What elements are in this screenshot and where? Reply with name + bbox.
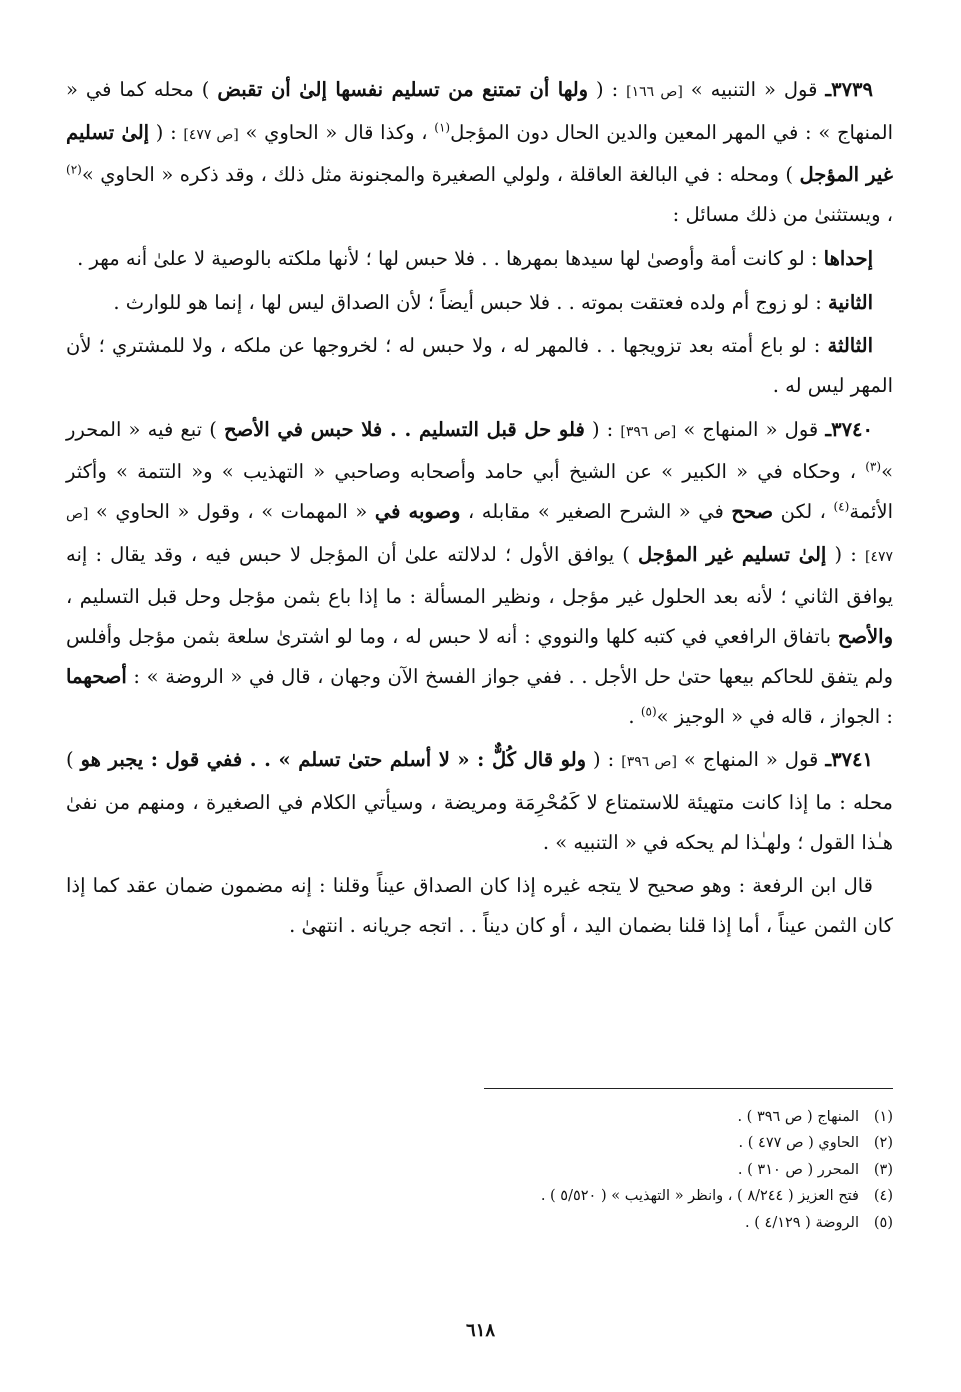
text-segment: باتفاق الرافعي في كتبه كلها والنووي : أنه لا حبس له ، وما لو اشترىٰ سلعة بثمن مؤجل وأفلس ولم يتفق للحاكم بيعها حتىٰ حل الأجل . . ففي جواز الفسخ الآن وجهان ، قال في « الروضة » : <box>66 625 893 688</box>
footnote-number: (٥) <box>873 1214 893 1231</box>
text-segment: . <box>628 704 641 728</box>
lead-word: الثالثة <box>827 334 873 358</box>
lead-word: الثانية <box>828 290 873 314</box>
text-segment: ) محله كما في « المنهاج » : في المهر المعين والدين الحال دون المؤجل <box>66 78 894 144</box>
footnote <box>300 1183 893 1209</box>
quoted-text: فلو حل قبل التسليم . . فلا حبس في الأصح <box>224 417 585 441</box>
text-segment: « المهمات » ، وقول « الحاوي » <box>88 500 375 524</box>
paragraph <box>66 283 893 323</box>
paragraph <box>66 740 893 862</box>
text-segment: قول « المنهاج » <box>676 417 826 441</box>
footnote <box>300 1210 893 1236</box>
text-segment: ، وكذا قال « الحاوي » <box>238 120 435 144</box>
text-segment: قول « المنهاج » <box>676 748 826 772</box>
footnote-number: (١) <box>873 1109 893 1125</box>
page-number: ٦١٨ <box>465 1320 495 1341</box>
text-segment: ، لكن <box>773 500 834 524</box>
text-segment: في « الشرح الصغير » مقابله ، <box>460 500 732 524</box>
quoted-text: ولو قال كُلٌّ : « لا أسلم حتىٰ تسلم » . . ففي قول : يجبر هو <box>80 748 587 772</box>
text-segment: ، وحكاه في « الكبير » عن الشيخ أبي حامد وأصحابه وصاحبي « التهذيب » و« التتمة » وأكثر الأئمة <box>66 460 894 524</box>
page-ref: [ص ٤٧٧] <box>66 506 893 565</box>
footnote-text: الروضة ( ٤/١٢٩ ) . <box>745 1214 859 1231</box>
text-segment: : ( <box>586 748 622 772</box>
footnote <box>300 1130 893 1156</box>
footnote <box>300 1157 893 1183</box>
page-body <box>66 70 893 950</box>
quoted-text: أصحهما <box>66 664 127 688</box>
text-segment: : ( <box>826 542 865 566</box>
quoted-text: إلىٰ تسليم غير المؤجل <box>66 120 893 187</box>
page-ref: [ص ٣٩٦] <box>621 754 677 771</box>
footnote-number: (٣) <box>873 1161 893 1178</box>
quoted-text: والأصح <box>837 625 893 649</box>
footnote-ref: (٣) <box>865 459 882 474</box>
text-segment: : الجواز ، قاله في « الوجيز » <box>656 704 893 728</box>
footnote-ref: (٢) <box>66 162 82 177</box>
text-segment: : لو كانت أمة وأوصىٰ لها سيدها بمهرها . . فلا حبس لها ؛ لأنها ملكته بالوصية لا علىٰ أنه مهر . <box>77 246 824 270</box>
footnote-text: الحاوي ( ص ٤٧٧ ) . <box>738 1135 859 1152</box>
paragraph <box>66 70 893 235</box>
text-segment: ) تبع فيه « المحرر » <box>66 417 893 484</box>
footnote-separator <box>484 1088 893 1089</box>
entry-number: ٣٧٤٠ـ <box>825 417 874 441</box>
footnote <box>300 1104 893 1130</box>
quoted-text: ولها أن تمتنع من تسليم نفسها إلىٰ أن تقبض <box>217 78 589 101</box>
entry-number: ٣٧٤١ـ <box>825 748 873 772</box>
footnote-ref: (٥) <box>640 704 657 719</box>
text-segment: : ( <box>584 417 621 441</box>
quoted-text: إلىٰ تسليم غير المؤجل <box>638 542 827 566</box>
footnote-text: المنهاج ( ص ٣٩٦ ) . <box>737 1109 859 1125</box>
page-ref: [ص ١٦٦] <box>626 84 683 100</box>
quoted-text: وصوبه في <box>374 500 461 524</box>
paragraph <box>66 410 893 737</box>
footnote-ref: (١) <box>434 120 451 135</box>
quoted-text: صحح <box>731 500 774 524</box>
page-ref: [ص ٤٧٧] <box>183 126 239 143</box>
text-segment: ، ويستثنىٰ من ذلك مسائل : <box>672 203 893 227</box>
text-segment: ) ومحله : في البالغة العاقلة ، ولولي الصغيرة والمجنونة مثل ذلك ، وقد ذكره « الحاوي » <box>81 163 800 187</box>
footnotes <box>300 1104 893 1236</box>
text-segment: : لو باع أمته بعد تزويجها . . فالمهر له ، ولا حبس له ؛ لخروجها عن ملكه ، ولا للمشتري ؛ لأن المهر ليس له . <box>66 334 893 397</box>
text-segment: : ( <box>588 78 627 101</box>
footnote-text: فتح العزيز ( ٨/٢٤٤ ) ، وانظر « التهذيب » ( ٥/٥٢٠ ) . <box>540 1188 859 1205</box>
paragraph <box>66 866 893 945</box>
paragraph <box>66 326 893 405</box>
text-segment: : لو زوج أم ولده فعتقت بموته . . فلا حبس أيضاً ؛ لأن الصداق ليس لها ، إنما هو للوارث . <box>113 290 829 314</box>
lead-word: إحداها <box>823 246 873 270</box>
entry-number: ٣٧٣٩ـ <box>825 78 873 101</box>
text-segment: قول « التنبيه » <box>682 78 826 101</box>
text-segment: ) محله : ما إذا كانت متهيئة للاستمتاع لا كَمُحْرِمَة ومريضة ، وسيأتي الكلام في الصغيرة ، ومنهم من نفىٰ هـٰذا القول ؛ ولهـٰذا لم يحكه في « التنبيه » . <box>66 748 893 854</box>
text-segment: : ( <box>149 120 184 144</box>
footnote-number: (٤) <box>873 1188 893 1205</box>
footnote-number: (٢) <box>873 1135 893 1152</box>
text-segment: قال ابن الرفعة : وهو صحيح لا يتجه غيره إذا كان الصداق عيناً وقلنا : إنه مضمون ضمان عقد كما إذا كان الثمن عيناً ، أما إذا قلنا بضمان اليد ، أو كان ديناً . . اتجه جريانه . انتهىٰ . <box>66 874 893 938</box>
page-ref: [ص ٣٩٦] <box>620 423 677 440</box>
footnote-text: المحرر ( ص ٣١٠ ) . <box>737 1161 859 1178</box>
paragraph <box>66 239 893 279</box>
text-segment: ) يوافق الأول ؛ لدلالته علىٰ أن المؤجل لا حبس فيه ، وقد يقال : إنه يوافق الثاني ؛ لأنه بعد الحلول غير مؤجل ، ونظير المسألة : ما إذا باع بثمن مؤجل وحل قبل التسليم ، <box>66 542 893 609</box>
footnote-ref: (٤) <box>833 499 850 514</box>
